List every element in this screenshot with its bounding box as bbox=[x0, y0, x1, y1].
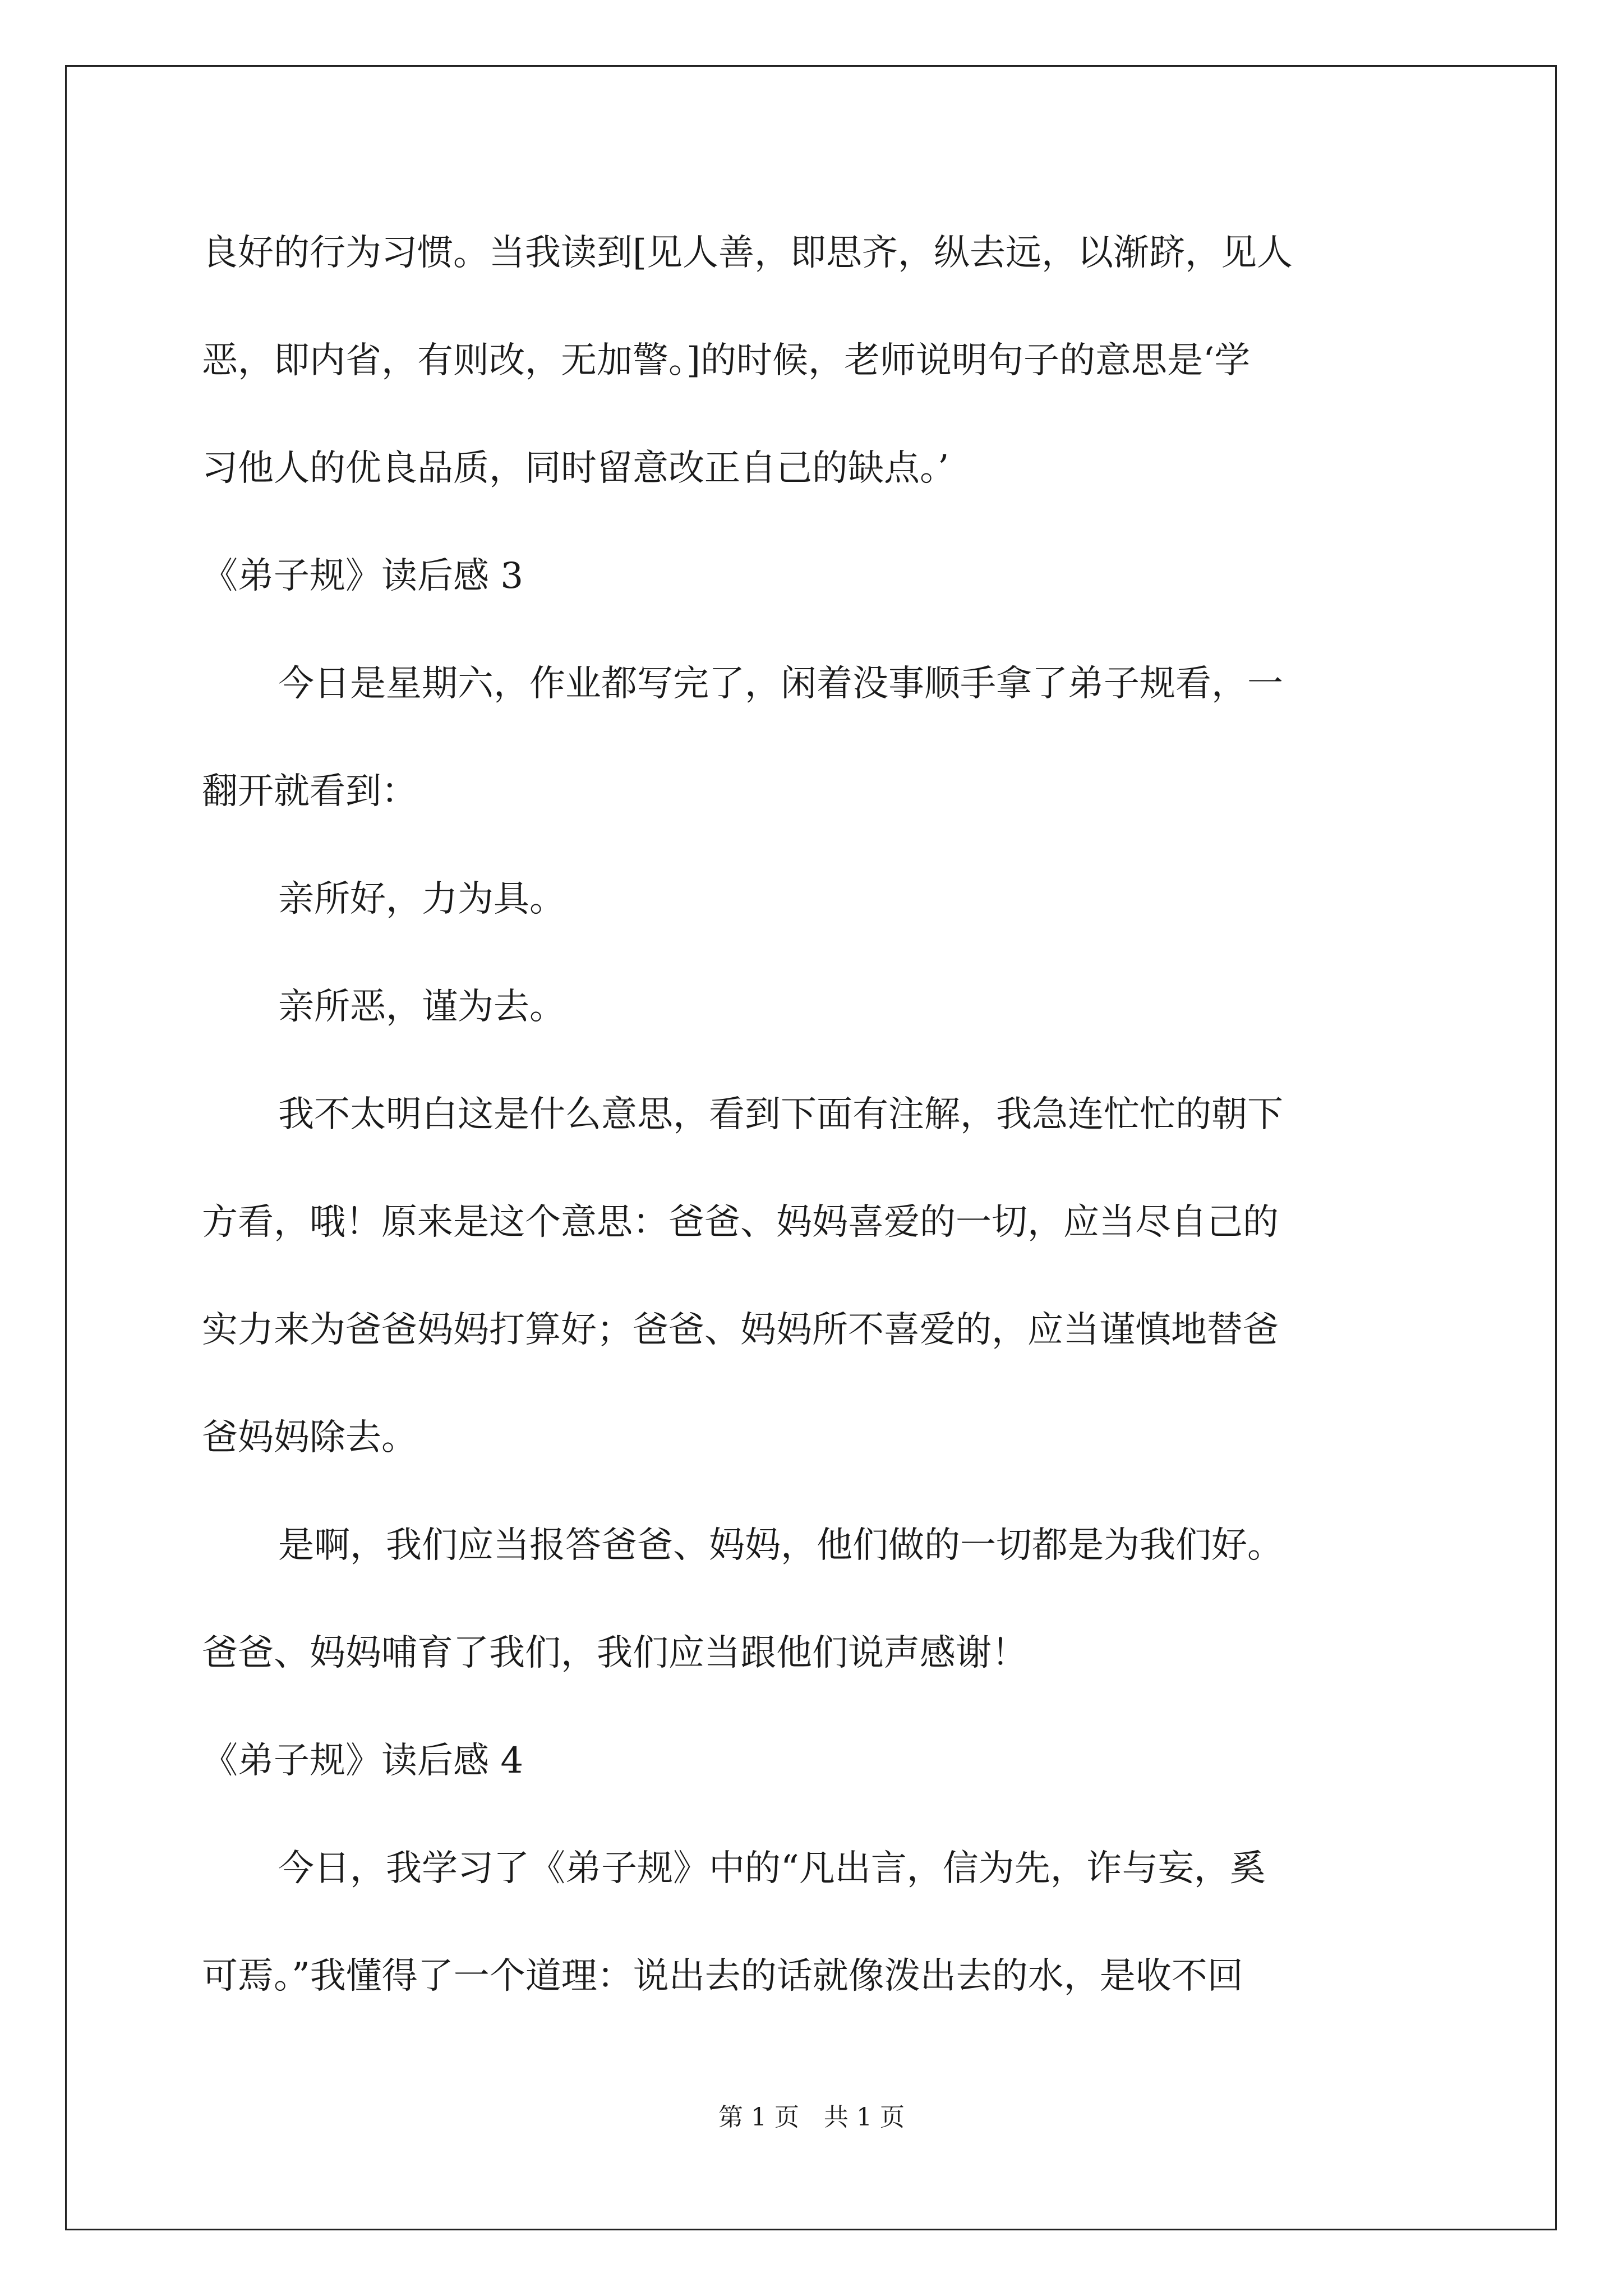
paragraph-line: 可焉。”我懂得了一个道理：说出去的话就像泼出去的水，是收不回 bbox=[202, 1955, 1243, 1997]
section-heading: 《弟子规》读后感 3 bbox=[202, 555, 524, 597]
paragraph-line: 今日，我学习了《弟子规》中的“凡出言，信为先，诈与妄，奚 bbox=[278, 1848, 1266, 1889]
verse-line: 亲所恶，谨为去。 bbox=[278, 986, 565, 1028]
paragraph-line: 翻开就看到： bbox=[202, 771, 417, 812]
paragraph-line: 习他人的优良品质，同时留意改正自己的缺点。’ bbox=[202, 448, 949, 489]
paragraph-line: 爸妈妈除去。 bbox=[202, 1417, 417, 1458]
paragraph-line: 今日是星期六，作业都写完了，闲着没事顺手拿了弟子规看，一 bbox=[278, 663, 1283, 705]
verse-line: 亲所好，力为具。 bbox=[278, 878, 565, 920]
document-body bbox=[202, 199, 1430, 2030]
section-heading: 《弟子规》读后感 4 bbox=[202, 1740, 524, 1782]
paragraph-line: 爸爸、妈妈哺育了我们，我们应当跟他们说声感谢！ bbox=[202, 1632, 1027, 1674]
paragraph-line: 方看，哦！原来是这个意思：爸爸、妈妈喜爱的一切，应当尽自己的 bbox=[202, 1202, 1279, 1243]
paragraph-line: 实力来为爸爸妈妈打算好；爸爸、妈妈所不喜爱的，应当谨慎地替爸 bbox=[202, 1309, 1279, 1351]
paragraph-line: 是啊，我们应当报答爸爸、妈妈，他们做的一切都是为我们好。 bbox=[278, 1525, 1283, 1566]
paragraph-line: 恶，即内省，有则改，无加警。]的时候，老师说明句子的意思是‘学 bbox=[202, 340, 1251, 381]
paragraph-line: 良好的行为习惯。当我读到[见人善，即思齐，纵去远，以渐跻，见人 bbox=[202, 232, 1293, 274]
page-footer: 第 1 页 共 1 页 bbox=[718, 2103, 905, 2132]
paragraph-line: 我不太明白这是什么意思，看到下面有注解，我急连忙忙的朝下 bbox=[278, 1094, 1283, 1135]
